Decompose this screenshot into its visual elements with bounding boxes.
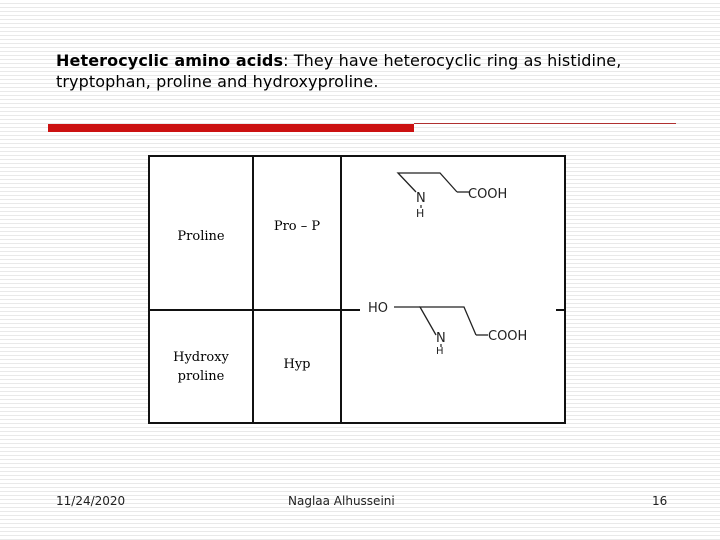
table-cell-name (149, 310, 253, 423)
footer-page-number: 16 (652, 494, 668, 508)
amino-acid-name: Proline (177, 228, 225, 244)
hydroxyproline-structure (360, 297, 556, 355)
table-cell-abbr (253, 156, 341, 310)
accent-line (414, 123, 676, 124)
hydroxyproline-ring-h: H (436, 346, 444, 355)
title-rest: : They have heterocyclic ring as histidine, tryptophan, proline and hydroxyproline. (56, 51, 622, 91)
proline-carboxyl-label: COOH (468, 187, 508, 202)
amino-acid-abbreviation: Pro – P (273, 218, 321, 234)
footer-date: 11/24/2020 (56, 494, 126, 508)
title-term: Heterocyclic amino acids (56, 51, 284, 70)
proline-ring-n: N (416, 191, 426, 206)
proline-ring-h: H (416, 207, 425, 220)
accent-bar (48, 124, 414, 132)
table-cell-abbr (253, 310, 341, 423)
proline-ring-diagram (372, 167, 542, 222)
proline-structure (372, 167, 542, 222)
table-cell-name (149, 156, 253, 310)
hydroxyproline-ring-diagram (360, 297, 556, 355)
hydroxyl-label: HO (368, 301, 389, 316)
amino-acid-abbreviation: Hyp (283, 357, 311, 372)
hydroxyproline-carboxyl-label: COOH (488, 329, 528, 344)
slide-title (56, 50, 676, 92)
footer-author: Naglaa Alhusseini (288, 494, 395, 508)
hydroxyproline-ring-n: N (436, 331, 446, 346)
amino-acid-name: Hydroxy proline (173, 349, 229, 384)
